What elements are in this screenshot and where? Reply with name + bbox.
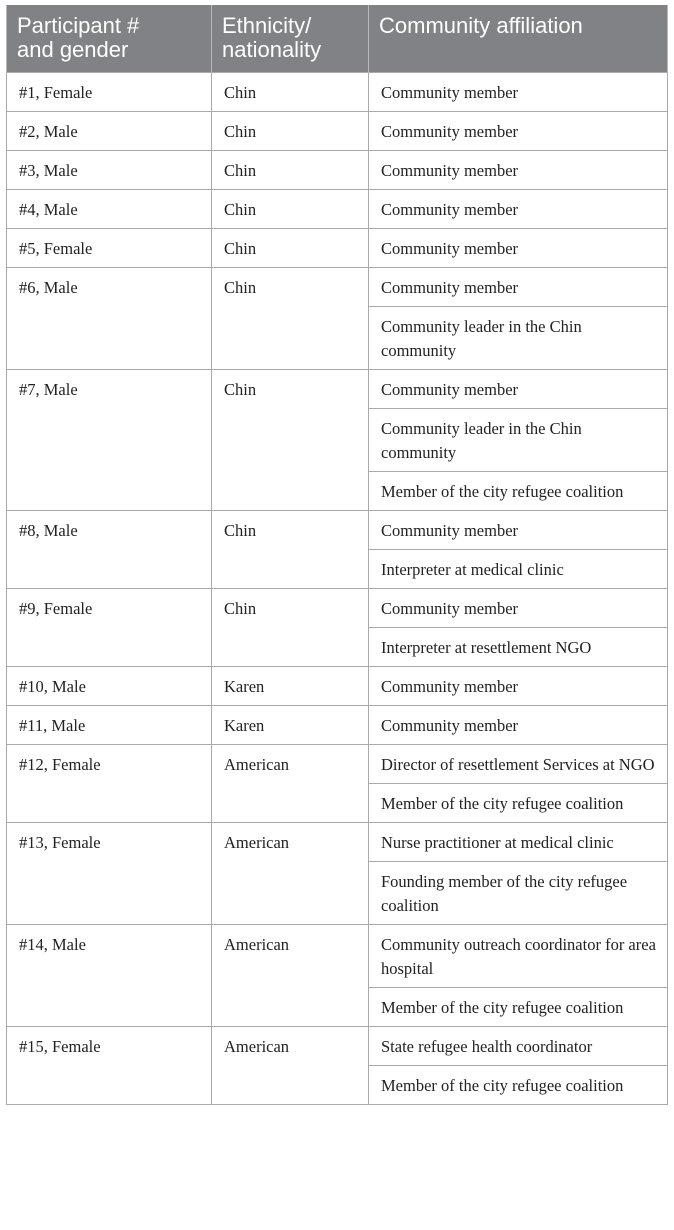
affiliation-cell: Community member: [369, 190, 668, 229]
header-ethnicity-line1: Ethnicity/: [222, 13, 312, 38]
table-row: [7, 1027, 668, 1066]
participant-cell: #9, Female: [7, 589, 212, 667]
affiliation-cell: Community member: [369, 229, 668, 268]
participant-cell: #1, Female: [7, 73, 212, 112]
ethnicity-cell: American: [212, 1027, 369, 1105]
table-row: [7, 73, 668, 112]
table-row: [7, 112, 668, 151]
ethnicity-cell: American: [212, 925, 369, 1027]
participants-table: [6, 5, 668, 1105]
affiliation-cell: Nurse practitioner at medical clinic: [369, 823, 668, 862]
participant-cell: #4, Male: [7, 190, 212, 229]
participant-cell: #5, Female: [7, 229, 212, 268]
header-ethnicity: [212, 5, 369, 73]
ethnicity-cell: Chin: [212, 151, 369, 190]
affiliation-cell: State refugee health coordinator: [369, 1027, 668, 1066]
affiliation-cell: Community member: [369, 589, 668, 628]
affiliation-cell: Community member: [369, 151, 668, 190]
table-row: [7, 229, 668, 268]
ethnicity-cell: Chin: [212, 511, 369, 589]
participant-cell: #8, Male: [7, 511, 212, 589]
table-row: [7, 511, 668, 550]
ethnicity-cell: Chin: [212, 73, 369, 112]
table-row: [7, 706, 668, 745]
participant-cell: #6, Male: [7, 268, 212, 370]
ethnicity-cell: Chin: [212, 112, 369, 151]
affiliation-cell: Community outreach coordinator for area hospital: [369, 925, 668, 988]
header-row: [7, 5, 668, 73]
ethnicity-cell: Chin: [212, 268, 369, 370]
table-row: [7, 823, 668, 862]
participant-cell: #14, Male: [7, 925, 212, 1027]
affiliation-cell: Community leader in the Chin community: [369, 307, 668, 370]
participant-cell: #11, Male: [7, 706, 212, 745]
affiliation-cell: Member of the city refugee coalition: [369, 1066, 668, 1105]
table-row: [7, 925, 668, 988]
participant-cell: #2, Male: [7, 112, 212, 151]
ethnicity-cell: Chin: [212, 229, 369, 268]
table-row: [7, 268, 668, 307]
header-participant-line1: Participant #: [17, 13, 140, 38]
affiliation-cell: Founding member of the city refugee coalition: [369, 862, 668, 925]
affiliation-cell: Member of the city refugee coalition: [369, 784, 668, 823]
affiliation-cell: Director of resettlement Services at NGO: [369, 745, 668, 784]
table-row: [7, 370, 668, 409]
affiliation-cell: Community member: [369, 706, 668, 745]
ethnicity-cell: American: [212, 823, 369, 925]
header-participant-line2: and gender: [17, 37, 129, 62]
table-row: [7, 151, 668, 190]
affiliation-cell: Community member: [369, 112, 668, 151]
header-participant: [7, 5, 212, 73]
header-affiliation: Community affiliation: [369, 5, 668, 73]
ethnicity-cell: Chin: [212, 589, 369, 667]
affiliation-cell: Community leader in the Chin community: [369, 409, 668, 472]
affiliation-cell: Community member: [369, 667, 668, 706]
ethnicity-cell: Chin: [212, 370, 369, 511]
ethnicity-cell: Chin: [212, 190, 369, 229]
participant-cell: #12, Female: [7, 745, 212, 823]
participant-cell: #3, Male: [7, 151, 212, 190]
affiliation-cell: Community member: [369, 268, 668, 307]
ethnicity-cell: American: [212, 745, 369, 823]
table-row: [7, 589, 668, 628]
affiliation-cell: Community member: [369, 511, 668, 550]
table-header: [7, 5, 668, 73]
affiliation-cell: Member of the city refugee coalition: [369, 988, 668, 1027]
header-ethnicity-line2: nationality: [222, 37, 322, 62]
table-body: [7, 73, 668, 1105]
table-row: [7, 745, 668, 784]
table-row: [7, 667, 668, 706]
affiliation-cell: Member of the city refugee coalition: [369, 472, 668, 511]
participant-cell: #13, Female: [7, 823, 212, 925]
participant-cell: #10, Male: [7, 667, 212, 706]
ethnicity-cell: Karen: [212, 706, 369, 745]
affiliation-cell: Community member: [369, 370, 668, 409]
affiliation-cell: Interpreter at medical clinic: [369, 550, 668, 589]
affiliation-cell: Interpreter at resettlement NGO: [369, 628, 668, 667]
participant-cell: #7, Male: [7, 370, 212, 511]
affiliation-cell: Community member: [369, 73, 668, 112]
table-row: [7, 190, 668, 229]
ethnicity-cell: Karen: [212, 667, 369, 706]
participant-cell: #15, Female: [7, 1027, 212, 1105]
